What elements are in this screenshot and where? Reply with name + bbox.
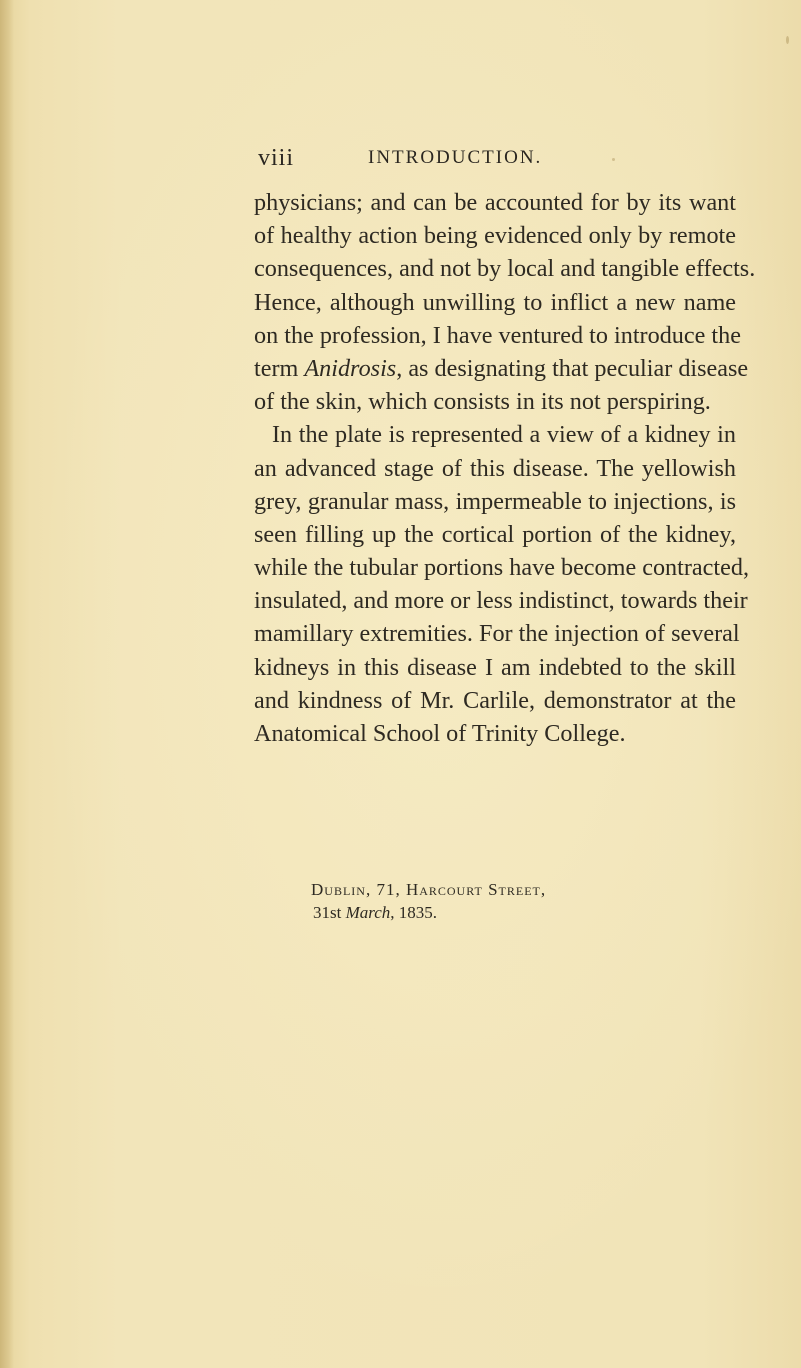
signature-place: Dublin, 71, Harcourt Street, [311,880,547,899]
foxing-spot [786,36,789,44]
foxing-spot [612,158,615,161]
date-day: 31st [313,903,342,922]
running-head: INTRODUCTION. [368,147,543,168]
text-line: Anatomical School of Trinity College. [254,720,626,747]
date-year: , 1835. [390,903,438,922]
text-fragment: term [254,354,305,382]
text-line: consequences, and not by local and tangible effects. [254,255,756,283]
date-month: March [345,903,391,922]
page-header [0,145,801,175]
signature-date [311,901,546,924]
text-line: of healthy action being evidenced only by remote [254,222,736,250]
signature-block [311,878,546,924]
text-line: mamillary extremities. For the injection of several [254,620,740,648]
page-number: viii [258,145,295,171]
text-line: while the tubular portions have become contracted, [254,554,749,582]
text-line: seen filling up the cortical portion of the kidney, [254,520,736,548]
text-line [254,352,749,385]
text-line: on the profession, I have ventured to introduce the [254,321,741,349]
text-line: of the skin, which consists in its not perspiring. [254,388,711,416]
text-line: Hence, although unwilling to inflict a new name [254,288,736,316]
text-line: In the plate is represented a view of a kidney in [272,421,736,449]
text-fragment: , as designating that peculiar disease [396,354,749,382]
text-line: insulated, and more or less indistinct, towards their [254,587,748,615]
body-text [254,186,756,750]
text-line: an advanced stage of this disease. The yellowish [254,454,736,482]
text-line: physicians; and can be accounted for by its want [254,189,736,216]
text-line: and kindness of Mr. Carlile, demonstrator at the [254,686,736,714]
text-line: kidneys in this disease I am indebted to the skill [254,653,736,681]
text-line: grey, granular mass, impermeable to injections, is [254,487,736,515]
italic-term: Anidrosis [304,354,397,382]
page-gutter-shadow [0,0,14,1368]
